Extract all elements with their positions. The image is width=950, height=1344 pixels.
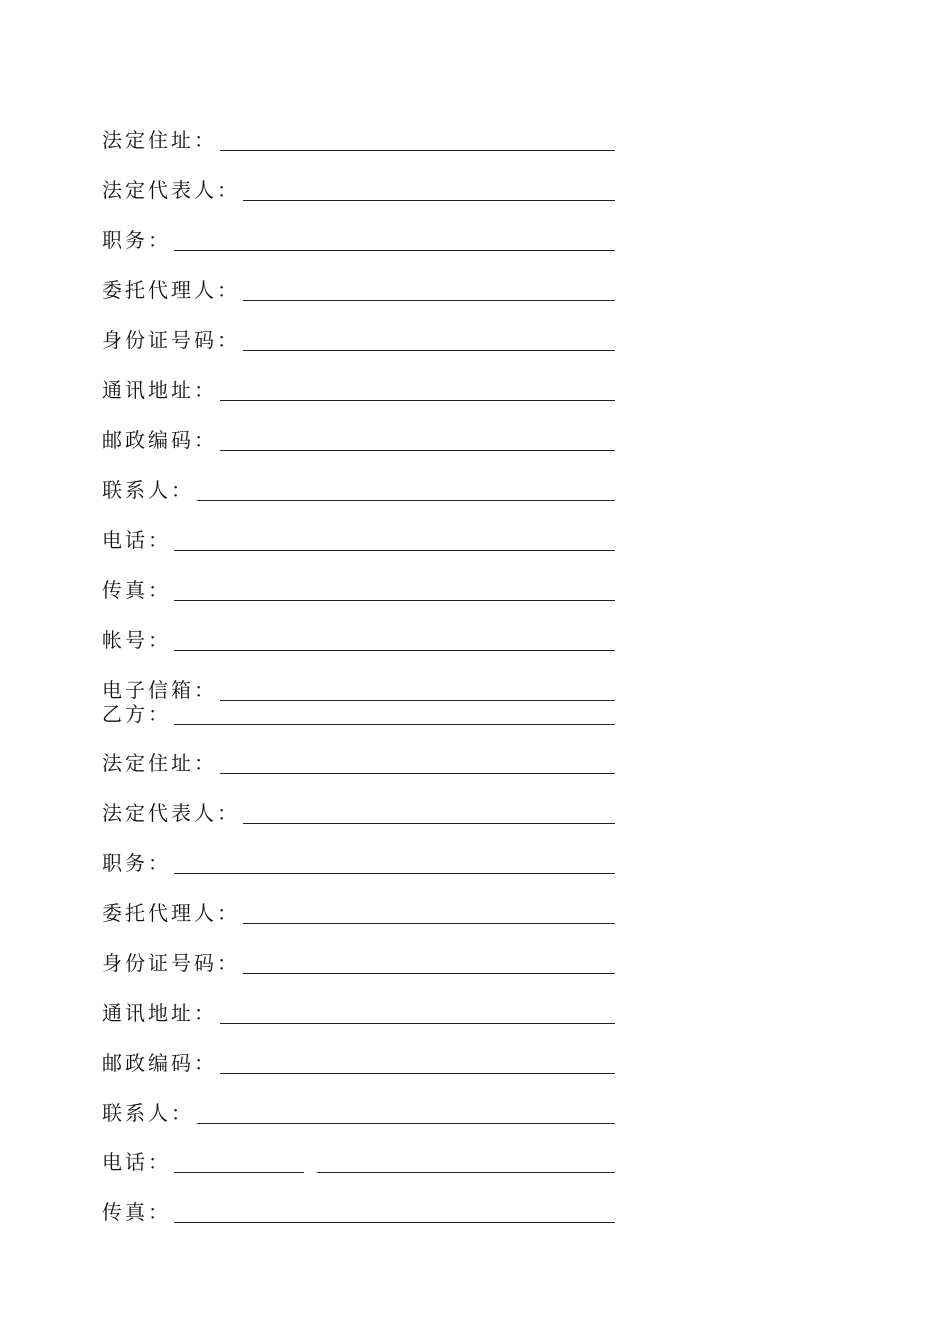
field-colon: ： [148,1200,168,1224]
fill-in-blank[interactable] [243,973,615,974]
field-legal-address-a [102,122,615,152]
field-label: 帐号 [102,628,148,652]
field-postal-code-a [102,422,615,452]
field-colon: ： [217,951,237,975]
field-colon: ： [148,702,168,726]
fill-in-blank[interactable] [174,873,615,874]
field-id-number-a [102,322,615,352]
field-label: 身份证号码 [102,951,217,975]
fill-in-blank[interactable] [220,150,615,151]
field-authorized-agent-a [102,272,615,302]
field-label: 电子信箱 [102,678,194,702]
field-position-a [102,222,615,252]
field-contact-person-b [102,1095,615,1125]
field-label: 法定代表人 [102,178,217,202]
fill-in-blank[interactable] [174,550,615,551]
field-colon: ： [194,678,214,702]
fill-in-blank[interactable] [174,600,615,601]
field-legal-representative-b [102,795,615,825]
field-label: 委托代理人 [102,901,217,925]
field-label: 邮政编码 [102,1051,194,1075]
field-colon: ： [217,278,237,302]
field-colon: ： [194,1001,214,1025]
field-label: 电话 [102,528,148,552]
field-colon: ： [217,178,237,202]
field-fax-a [102,572,615,602]
field-colon: ： [194,751,214,775]
fill-in-blank[interactable] [220,450,615,451]
field-label: 职务 [102,851,148,875]
field-label: 通讯地址 [102,1001,194,1025]
field-label: 法定住址 [102,128,194,152]
field-label: 传真 [102,1200,148,1224]
field-label: 法定代表人 [102,801,217,825]
field-colon: ： [148,851,168,875]
fill-in-blank[interactable] [197,1123,615,1124]
field-label: 邮政编码 [102,428,194,452]
field-colon: ： [217,801,237,825]
field-label: 电话 [102,1150,148,1174]
field-legal-address-b [102,745,615,775]
field-colon: ： [194,1051,214,1075]
field-colon: ： [148,228,168,252]
fill-in-blank[interactable] [243,823,615,824]
fill-in-blank[interactable] [220,1073,615,1074]
field-label: 法定住址 [102,751,194,775]
field-contact-person-a [102,472,615,502]
field-phone-b [102,1144,615,1174]
fill-in-blank[interactable] [243,300,615,301]
field-mailing-address-a [102,372,615,402]
field-label: 委托代理人 [102,278,217,302]
fill-in-blank[interactable] [220,1023,615,1024]
field-party-b [102,696,615,726]
fill-in-blank[interactable] [174,724,615,725]
fill-in-blank[interactable] [174,650,615,651]
field-colon: ： [194,128,214,152]
fill-in-blank[interactable] [174,250,615,251]
field-colon: ： [148,528,168,552]
field-mailing-address-b [102,995,615,1025]
field-phone-a [102,522,615,552]
field-label: 职务 [102,228,148,252]
field-label: 联系人 [102,1101,171,1125]
field-colon: ： [194,428,214,452]
fill-in-blank[interactable] [197,500,615,501]
field-label: 乙方 [102,702,148,726]
field-label: 通讯地址 [102,378,194,402]
fill-in-blank[interactable] [174,1172,304,1173]
field-label: 身份证号码 [102,328,217,352]
field-colon: ： [171,478,191,502]
field-colon: ： [194,378,214,402]
field-label: 联系人 [102,478,171,502]
field-colon: ： [171,1101,191,1125]
field-colon: ： [148,578,168,602]
field-position-b [102,845,615,875]
field-colon: ： [217,328,237,352]
fill-in-blank[interactable] [220,773,615,774]
fill-in-blank[interactable] [174,1222,615,1223]
field-colon: ： [148,1150,168,1174]
field-legal-representative-a [102,172,615,202]
field-colon: ： [148,628,168,652]
field-authorized-agent-b [102,895,615,925]
field-account-a [102,622,615,652]
field-fax-b [102,1194,615,1224]
field-id-number-b [102,945,615,975]
fill-in-blank[interactable] [243,350,615,351]
field-colon: ： [217,901,237,925]
fill-in-blank[interactable] [243,200,615,201]
field-postal-code-b [102,1045,615,1075]
fill-in-blank[interactable] [220,400,615,401]
field-label: 传真 [102,578,148,602]
fill-in-blank[interactable] [317,1172,615,1173]
fill-in-blank[interactable] [243,923,615,924]
